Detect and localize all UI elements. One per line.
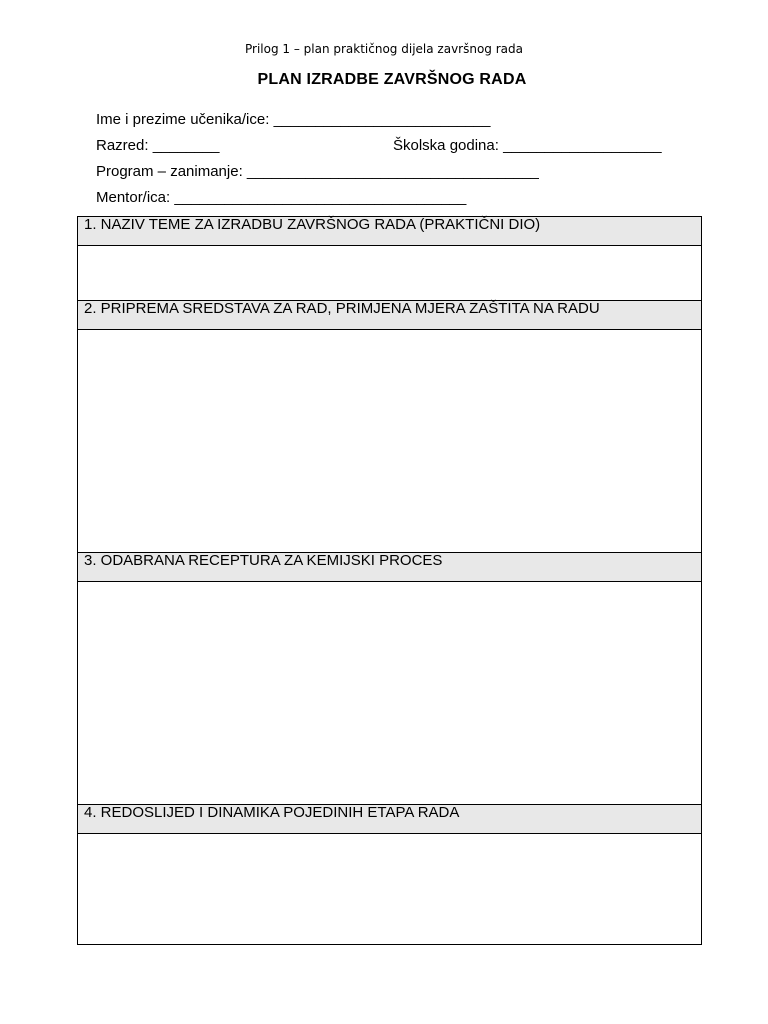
document-title: PLAN IZRADBE ZAVRŠNOG RADA <box>257 71 527 88</box>
section-3-header: 3. ODABRANA RECEPTURA ZA KEMIJSKI PROCES <box>78 553 701 582</box>
student-name-field[interactable]: Ime i prezime učenika/ice: __________________________ <box>96 111 491 128</box>
program-field[interactable]: Program – zanimanje: ___________________________________ <box>96 163 539 180</box>
section-2-header: 2. PRIPREMA SREDSTAVA ZA RAD, PRIMJENA MJERA ZAŠTITA NA RADU <box>78 301 701 330</box>
section-4-header: 4. REDOSLIJED I DINAMIKA POJEDINIH ETAPA RADA <box>78 805 701 834</box>
section-1-header: 1. NAZIV TEME ZA IZRADBU ZAVRŠNOG RADA (PRAKTIČNI DIO) <box>78 217 701 246</box>
section-4-content-area[interactable] <box>78 834 701 944</box>
mentor-field[interactable]: Mentor/ica: ___________________________________ <box>96 189 467 206</box>
plan-table <box>77 216 702 945</box>
section-1-content-area[interactable] <box>78 246 701 301</box>
document-header-note: Prilog 1 – plan praktičnog dijela završnog rada <box>244 42 523 56</box>
section-3-content-area[interactable] <box>78 582 701 805</box>
section-2-content-area[interactable] <box>78 330 701 553</box>
school-year-field[interactable]: Školska godina: ___________________ <box>393 137 662 154</box>
class-field[interactable]: Razred: ________ <box>96 137 220 154</box>
